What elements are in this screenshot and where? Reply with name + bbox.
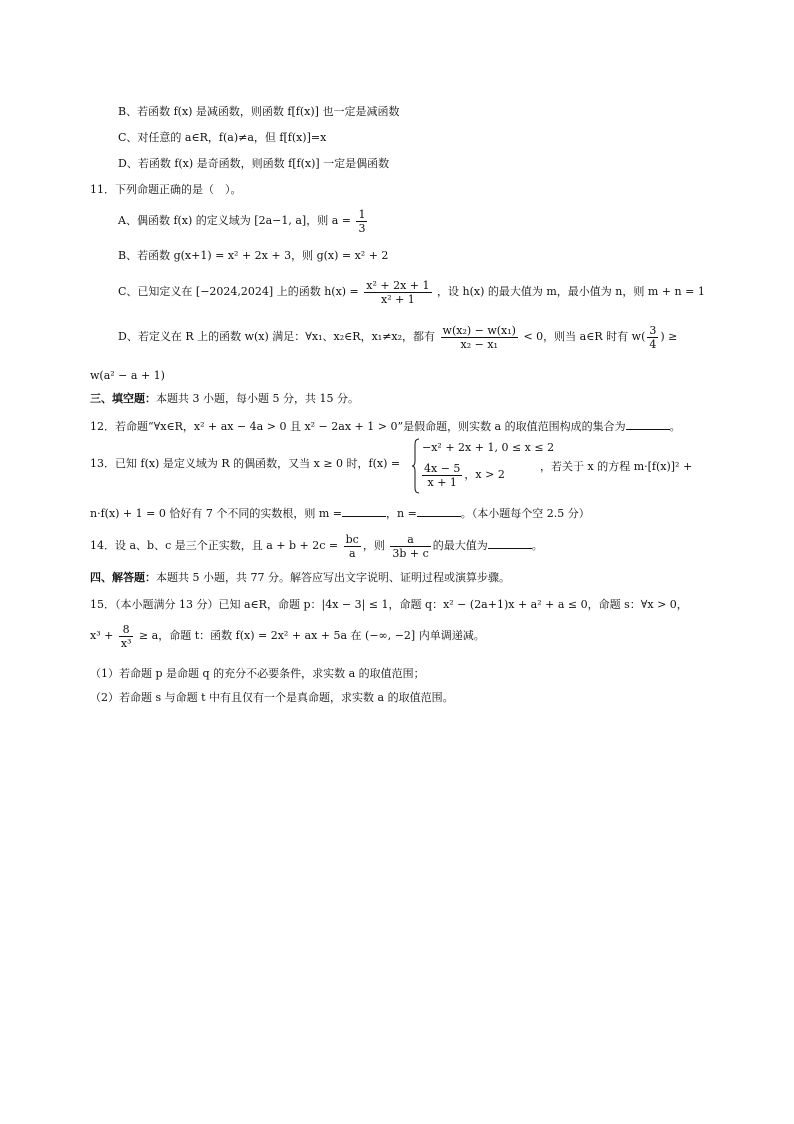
q14-end: 。 <box>531 539 543 552</box>
q11-d-numerator2: 3 <box>649 323 657 337</box>
q12 <box>90 418 681 435</box>
q11-c-text-post: ，设 h(x) 的最大值为 m，最小值为 n，则 m + n = 1 <box>437 285 705 298</box>
q13-text-post: ，若关于 x 的方程 m·[f(x)]² + <box>540 460 693 473</box>
q15-fraction-denominator: x³ <box>120 636 132 650</box>
q11-a-numerator: 1 <box>358 207 366 221</box>
q13-cont-pre: n·f(x) + 1 = 0 恰好有 7 个不同的实数根，则 m = <box>90 507 342 520</box>
q14-text-mid: ，则 <box>362 539 385 552</box>
q11-a-fraction <box>356 208 367 235</box>
q12-end: 。 <box>669 420 681 433</box>
q13-answer-blank-n[interactable] <box>417 505 461 517</box>
q11-option-c <box>118 277 705 307</box>
section-3-heading <box>90 391 359 407</box>
q14-text-post: 的最大值为 <box>432 539 488 552</box>
q14-fraction-1-numerator: bc <box>345 532 359 546</box>
q11-d-denominator: x₂ − x₁ <box>460 337 498 351</box>
q13-cont-post: 。（本小题每个空 2.5 分） <box>460 507 590 520</box>
q11-c-numerator: x² + 2x + 1 <box>366 278 430 292</box>
q11-option-a <box>118 206 369 236</box>
q11-d-fraction <box>441 324 518 351</box>
q11-d-numerator: w(x₂) − w(x₁) <box>442 323 516 337</box>
section-4-heading <box>90 570 510 586</box>
q15-line-1: 15．（本小题满分 13 分）已知 a∈R，命题 p：|4x − 3| ≤ 1，命题 q：x² − (2a+1)x + a² + a ≤ 0，命题 s：∀x > 0， <box>90 598 688 611</box>
q15-l2-post: ≥ a，命题 t：函数 f(x) = 2x² + ax + 5a 在 (−∞, −2] 内单调递减。 <box>138 629 485 642</box>
q11-d-text-mid: < 0，则当 a∈R 时有 w( <box>523 330 646 343</box>
q11-d-denominator2: 4 <box>649 337 657 351</box>
q13-piece-2-condition: ，x > 2 <box>464 468 505 481</box>
q11-option-b: B、若函数 g(x+1) = x² + 2x + 3，则 g(x) = x² + 2 <box>118 249 389 262</box>
q11-stem: 11．下列命题正确的是（ ）。 <box>90 183 242 196</box>
q10-option-d: D、若函数 f(x) 是奇函数，则函数 f[f(x)] 一定是偶函数 <box>118 157 390 170</box>
q15-part-1: （1）若命题 p 是命题 q 的充分不必要条件，求实数 a 的取值范围； <box>90 667 425 680</box>
q11-a-text: A、偶函数 f(x) 的定义域为 [2a−1, a]，则 a = <box>118 214 351 227</box>
q14-fraction-2-numerator: a <box>390 533 430 547</box>
q15-l2-pre: x³ + <box>90 629 114 642</box>
q14-fraction-1-denominator: a <box>348 546 356 560</box>
q10-option-b: B、若函数 f(x) 是减函数，则函数 f[f(x)] 也一定是减函数 <box>118 105 400 118</box>
q11-d-continuation: w(a² − a + 1) <box>90 369 165 382</box>
q14-text-pre: 14．设 a、b、c 是三个正实数，且 a + b + 2c = <box>90 539 339 552</box>
q11-d-text-post: ) ≥ <box>660 330 678 343</box>
q12-answer-blank[interactable] <box>626 418 670 430</box>
section-4-text: 本题共 5 小题，共 77 分。解答应写出文字说明、证明过程或演算步骤。 <box>156 571 510 584</box>
q15-fraction-numerator: 8 <box>119 623 134 637</box>
q11-option-d <box>118 322 677 352</box>
q11-c-fraction <box>364 279 431 306</box>
q13-piecewise-brace <box>412 438 420 494</box>
q11-d-text-pre: D、若定义在 R 上的函数 w(x) 满足：∀x₁、x₂∈R，x₁≠x₂，都有 <box>118 330 436 343</box>
q15-part-2: （2）若命题 s 与命题 t 中有且仅有一个是真命题，求实数 a 的取值范围。 <box>90 691 454 704</box>
q15-fraction <box>119 623 134 650</box>
q11-a-denominator: 3 <box>358 221 366 235</box>
q13-piece-1: −x² + 2x + 1, 0 ≤ x ≤ 2 <box>422 441 555 454</box>
q11-c-denominator: x² + 1 <box>380 292 415 306</box>
q11-d-fraction2 <box>647 324 658 351</box>
q14-fraction-2 <box>390 533 430 560</box>
q10-option-c: C、对任意的 a∈R，f(a)≠a，但 f[f(x)]=x <box>118 131 327 144</box>
q13-cont-mid: ，n = <box>385 507 417 520</box>
q15-line-2 <box>90 621 485 651</box>
q13-piece-2 <box>420 460 505 490</box>
section-3-text: 本题共 3 小题，每小题 5 分，共 15 分。 <box>156 392 359 405</box>
q13-piece-2-numerator: 4x − 5 <box>424 461 461 475</box>
q14-fraction-1 <box>344 533 361 560</box>
section-4-label: 四、解答题： <box>90 571 156 584</box>
q13-piece-2-denominator: x + 1 <box>427 475 457 489</box>
q14 <box>90 531 543 561</box>
q11-c-text-pre: C、已知定义在 [−2024,2024] 上的函数 h(x) = <box>118 285 359 298</box>
q13-continuation <box>90 505 590 522</box>
q14-answer-blank[interactable] <box>488 537 532 549</box>
q13-answer-blank-m[interactable] <box>342 505 386 517</box>
section-3-label: 三、填空题： <box>90 392 156 405</box>
q14-fraction-2-denominator: 3b + c <box>392 546 429 560</box>
q13-text-pre: 13．已知 f(x) 是定义域为 R 的偶函数，又当 x ≥ 0 时，f(x) = <box>90 457 401 470</box>
q12-text: 12．若命题“∀x∈R，x² + ax − 4a > 0 且 x² − 2ax + 1 > 0”是假命题，则实数 a 的取值范围构成的集合为 <box>90 420 626 433</box>
q13-piece-2-fraction <box>422 462 462 489</box>
